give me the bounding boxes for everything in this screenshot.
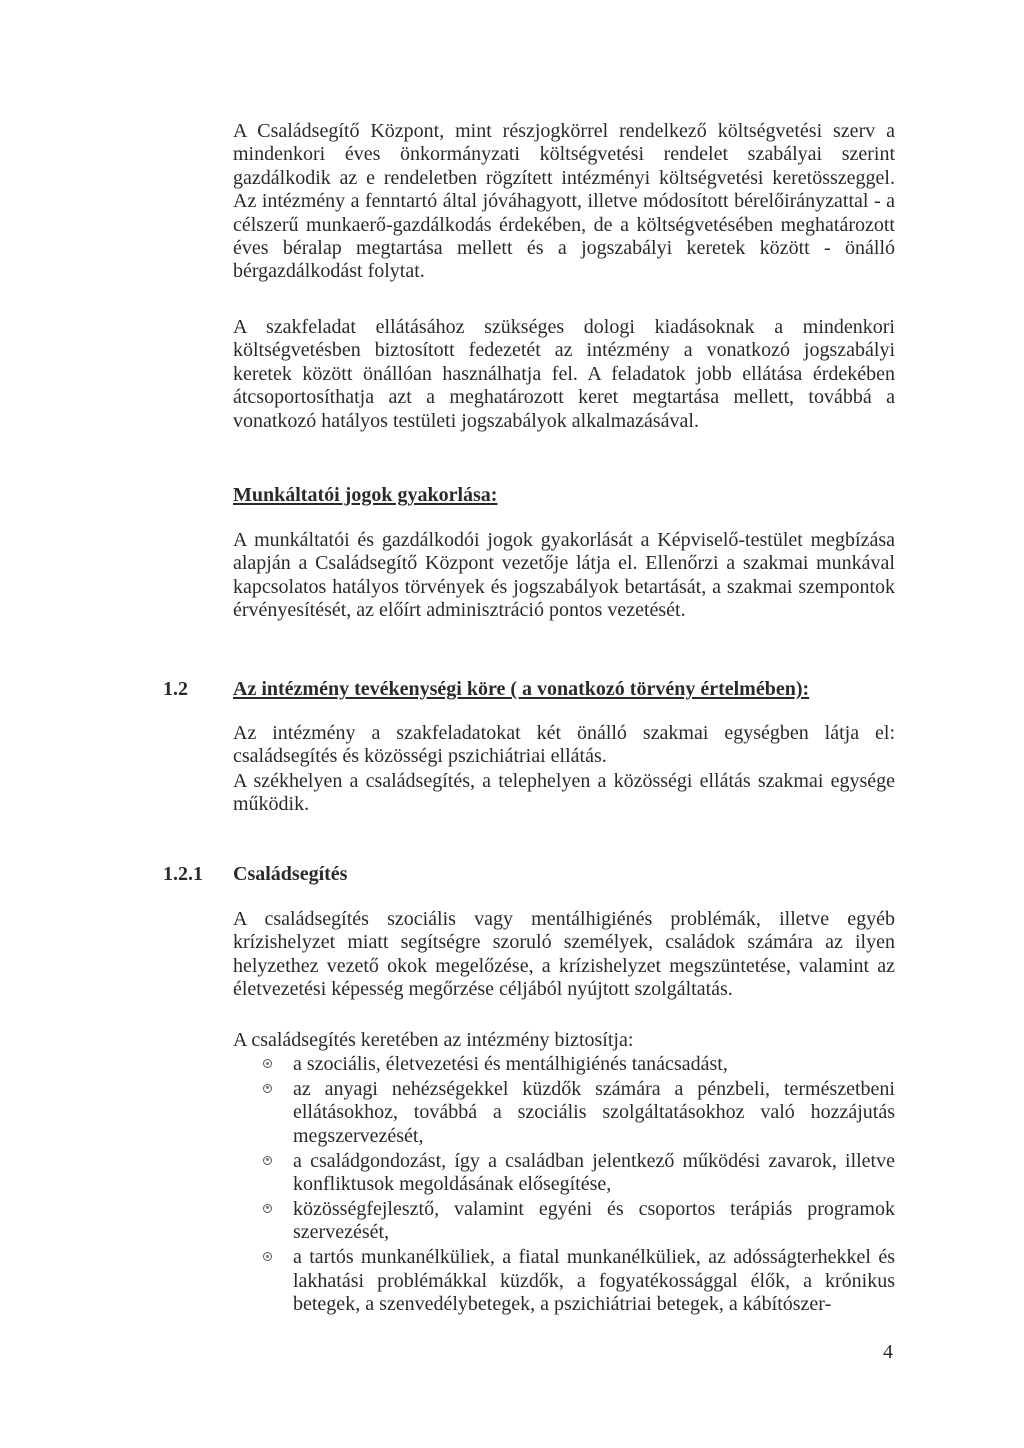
list-item (233, 1150, 895, 1197)
section-number-1-2-1: 1.2.1 (163, 863, 203, 885)
list-item-text: az anyagi nehézségekkel küzdők számára a pénzbeli, természetbeni ellátásokhoz, továbbá a szociális szolgáltatásokhoz való hozzájutás megszervezését, (293, 1077, 895, 1147)
list-item (233, 1053, 895, 1076)
paragraph-locations: A székhelyen a családsegítés, a telephelyen a közösségi ellátás szakmai egysége működik. (233, 770, 895, 816)
list-item (233, 1078, 895, 1148)
list-item-text: a családgondozást, így a családban jelentkező működési zavarok, illetve konfliktusok megoldásának elősegítése, (293, 1149, 895, 1196)
heading-scope-of-activities: Az intézmény tevékenységi köre ( a vonatkozó törvény értelmében): (233, 678, 810, 700)
list-item-text: a tartós munkanélküliek, a fiatal munkanélküliek, az adósságterhekkel és lakhatási problémákkal küzdők, a fogyatékossággal élők, a krónikus betegek, a szenvedélybetegek, a pszichiátriai betegek, a kábítószer- (293, 1246, 895, 1316)
heading-family-support: Családsegítés (233, 863, 348, 885)
bullet-icon (263, 1059, 272, 1068)
section-number-1-2: 1.2 (163, 678, 188, 700)
paragraph-employer-rights: A munkáltatói és gazdálkodói jogok gyakorlását a Képviselő-testület megbízása alapján a Családsegítő Központ vezetője látja el. Ellenőrzi a szakmai munkával kapcsolatos hatályos törvények és jogszabályok betartását, a szakmai szempontok érvényesítését, az előírt adminisztráció pontos vezetését. (233, 529, 895, 622)
bullet-icon (263, 1084, 272, 1093)
bullet-icon (263, 1204, 272, 1213)
paragraph-budget: A Családsegítő Központ, mint részjogkörrel rendelkező költségvetési szerv a mindenkori éves önkormányzati költségvetési rendelet szabályai szerint gazdálkodik az e rendeletben rögzített intézményi költségvetési keretösszeggel. Az intézmény a fenntartó által jóváhagyott, illetve módosított bérelőirányzattal - a célszerű munkaerő-gazdálkodás érdekében, de a költségvetésében meghatározott éves béralap megtartása mellett és a jogszabályi keretek között - önálló bérgazdálkodást folytat. (233, 120, 895, 283)
paragraph-family-support-definition: A családsegítés szociális vagy mentálhigiénés problémák, illetve egyéb krízishelyzet miatt segítségre szoruló személyek, családok számára az ilyen helyzethez vezető okok megelőzése, a krízishelyzet megszüntetése, valamint az életvezetési képesség megőrzése céljából nyújtott szolgáltatás. (233, 908, 895, 1001)
heading-employer-rights: Munkáltatói jogok gyakorlása: (233, 484, 498, 506)
bullet-icon (263, 1252, 272, 1261)
list-item-text: közösségfejlesztő, valamint egyéni és csoportos terápiás programok szervezését, (293, 1197, 895, 1244)
paragraph-expenses: A szakfeladat ellátásához szükséges dologi kiadásoknak a mindenkori költségvetésben biztosított fedezetét az intézmény a vonatkozó jogszabályi keretek között önállóan használhatja fel. A feladatok jobb ellátása érdekében átcsoportosíthatja azt a meghatározott keret megtartása mellett, továbbá a vonatkozó hatályos testületi jogszabályok alkalmazásával. (233, 316, 895, 432)
list-item-text: a szociális, életvezetési és mentálhigiénés tanácsadást, (293, 1053, 728, 1075)
services-list (233, 1053, 895, 1318)
bullet-icon (263, 1156, 272, 1165)
page-number: 4 (883, 1341, 893, 1363)
paragraph-services-intro: A családsegítés keretében az intézmény biztosítja: (233, 1029, 634, 1051)
paragraph-two-units: Az intézmény a szakfeladatokat két önálló szakmai egységben látja el: családsegítés és közösségi pszichiátriai ellátás. (233, 722, 895, 768)
list-item (233, 1198, 895, 1245)
list-item (233, 1246, 895, 1316)
